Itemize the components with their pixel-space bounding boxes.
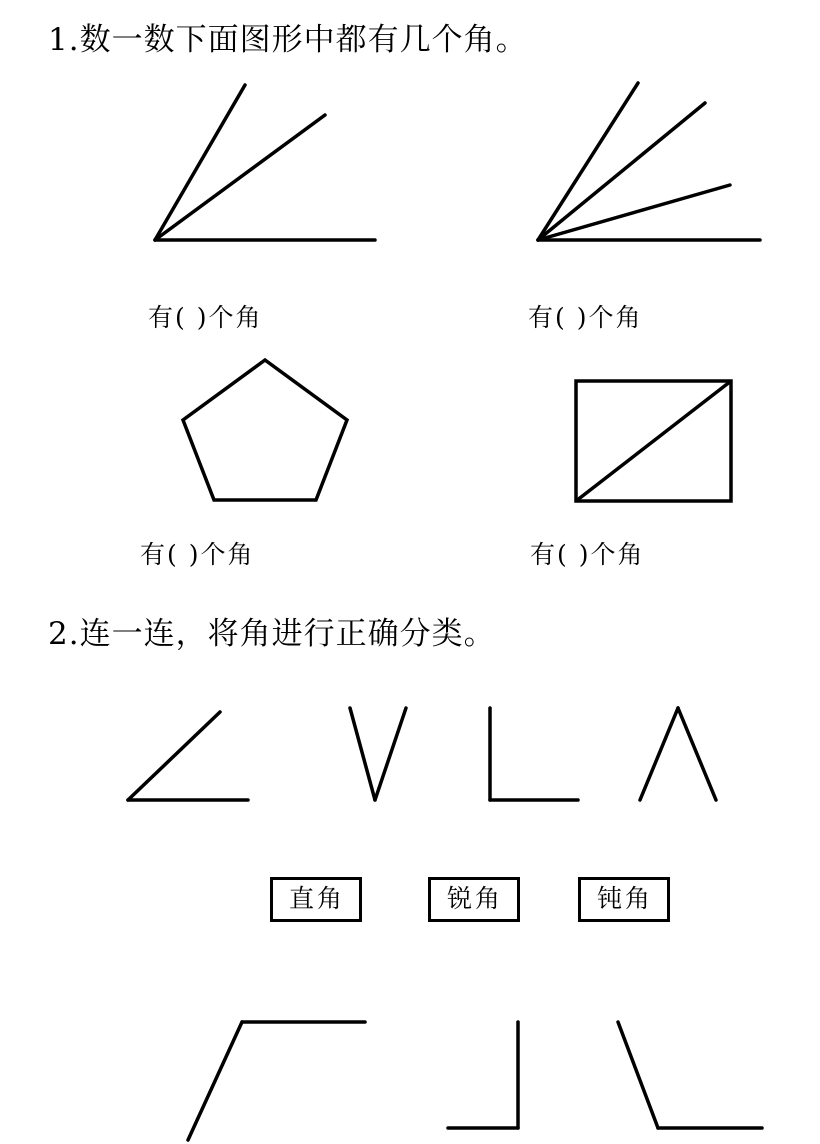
figure-pentagon (175, 352, 355, 507)
question-2-title: 2.连一连，将角进行正确分类。 (48, 616, 496, 652)
figure-angle-two-rays (140, 75, 400, 255)
label-box-obtuse-angle[interactable]: 钝角 (578, 877, 670, 922)
figure-rectangle-diagonal (570, 375, 740, 510)
caption-figure-1: 有( )个角 (148, 303, 263, 332)
caption-figure-2: 有( )个角 (528, 303, 643, 332)
figure-obtuse-angle-left (180, 1010, 370, 1144)
figure-acute-angle-narrow (320, 700, 430, 815)
figure-acute-angle-open-right (120, 700, 260, 815)
label-box-acute-angle[interactable]: 锐角 (428, 877, 520, 922)
figure-obtuse-angle-right (600, 1010, 770, 1144)
caption-figure-4: 有( )个角 (530, 540, 645, 569)
figure-acute-angle-inverted-v (620, 700, 740, 815)
question-1-title: 1.数一数下面图形中都有几个角。 (48, 22, 528, 58)
figure-right-angle-bottom (440, 1010, 570, 1144)
label-box-right-angle[interactable]: 直角 (270, 877, 362, 922)
caption-figure-3: 有( )个角 (140, 540, 255, 569)
figure-angle-three-rays (520, 75, 780, 255)
figure-right-angle (470, 700, 590, 815)
